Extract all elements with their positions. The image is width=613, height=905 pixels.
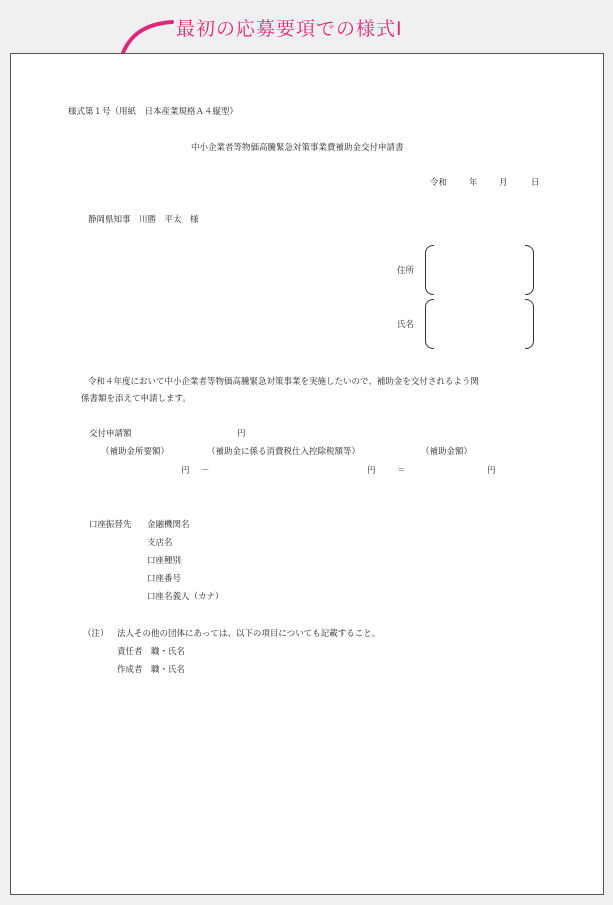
addressee: 静岡県知事 川勝 平太 様 [88,215,199,225]
bank-field-number: 口座番号 [147,574,182,584]
note-text: 法人その他の団体にあっては、以下の項目についても記載すること。 [117,629,381,639]
bank-field-branch: 支店名 [147,538,173,548]
annotation-title: 最初の応募要項での様式Ⅰ [176,18,403,40]
form-page [10,53,604,895]
amount-yen-2: 円 [367,466,376,476]
amount-yen-1: 円 [181,466,190,476]
name-bracket-left [425,299,434,349]
bank-label: 口座振替先 [89,520,132,530]
amount-minus: － [201,466,210,476]
note-item-creator: 作成者 職・氏名 [117,665,186,675]
amount-yen: 円 [237,429,246,439]
date-era: 令和 [430,178,448,188]
amount-equals: ＝ [397,466,406,476]
amount-header-required: （補助金所要額） [101,447,170,457]
amount-header-subsidy: （補助金額） [421,447,473,457]
body-line-2: 係書類を添えて申請します。 [81,394,191,404]
date-day: 日 [531,178,540,188]
bank-field-type: 口座種別 [147,556,182,566]
note-item-responsible: 責任者 職・氏名 [117,647,186,657]
address-bracket-left [425,245,434,295]
note-prefix: （注） [83,629,109,639]
body-line-1: 令和４年度において中小企業者等物価高騰緊急対策事業を実施したいので、補助金を交付されるよう関 [88,377,479,387]
amount-header-tax: （補助金に係る消費税仕入控除税額等） [207,447,361,457]
name-label: 氏名 [397,320,415,330]
date-month: 月 [499,178,508,188]
bank-field-holder: 口座名義人（カナ） [147,592,224,602]
name-bracket-right [525,299,534,349]
date-year: 年 [469,178,478,188]
form-title: 中小企業者等物価高騰緊急対策事業費補助金交付申請書 [191,143,404,153]
form-number: 様式第１号（用紙 日本産業規格Ａ４縦型） [68,107,239,117]
address-bracket-right [525,245,534,295]
amount-label: 交付申請額 [89,429,132,439]
bank-field-institution: 金融機関名 [147,520,190,530]
address-label: 住所 [397,266,415,276]
amount-yen-3: 円 [487,466,496,476]
